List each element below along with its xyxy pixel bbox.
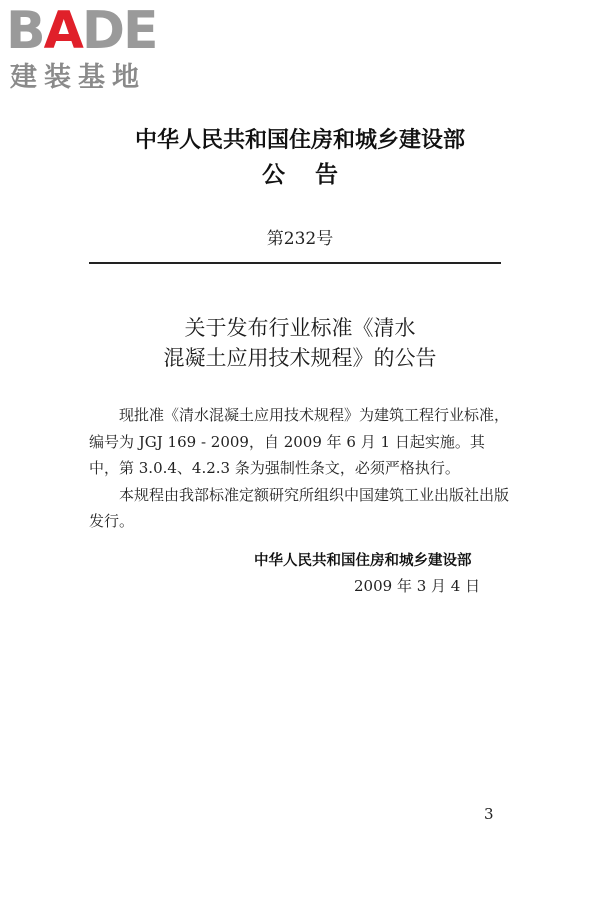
announcement-subject bbox=[0, 313, 600, 373]
logo-letter-b: B bbox=[6, 1, 44, 61]
logo-letter-a-accent: A bbox=[43, 1, 82, 61]
header-divider bbox=[89, 262, 501, 264]
signature-date: 2009 年 3 月 4 日 bbox=[354, 577, 481, 595]
signature-organization: 中华人民共和国住房和城乡建设部 bbox=[254, 553, 472, 569]
issuer-title: 中华人民共和国住房和城乡建设部 bbox=[134, 128, 465, 153]
subject-line-2: 混凝土应用技术规程》的公告 bbox=[163, 346, 437, 370]
logo-letters-de: DE bbox=[81, 1, 157, 61]
body-paragraph-2: 本规程由我部标准定额研究所组织中国建筑工业出版社出版发行。 bbox=[89, 485, 510, 530]
document-number: 第232号 bbox=[266, 229, 334, 249]
logo-subtitle: 建装基地 bbox=[10, 62, 146, 93]
bade-logo bbox=[6, 1, 181, 96]
document-type: 公告 bbox=[262, 162, 368, 188]
body-paragraph-1: 现批准《清水混凝土应用技术规程》为建筑工程行业标准，编号为 JGJ 169 - 2009，自 2009 年 6 月 1 日起实施。其中，第 3.0.4、4.2.3 条为强制性条文，必须严格执行。 bbox=[89, 406, 510, 477]
subject-line-1: 关于发布行业标准《清水 bbox=[184, 316, 416, 340]
page-number: 3 bbox=[484, 805, 494, 823]
logo-wordmark bbox=[6, 1, 157, 61]
announcement-body bbox=[89, 402, 509, 535]
